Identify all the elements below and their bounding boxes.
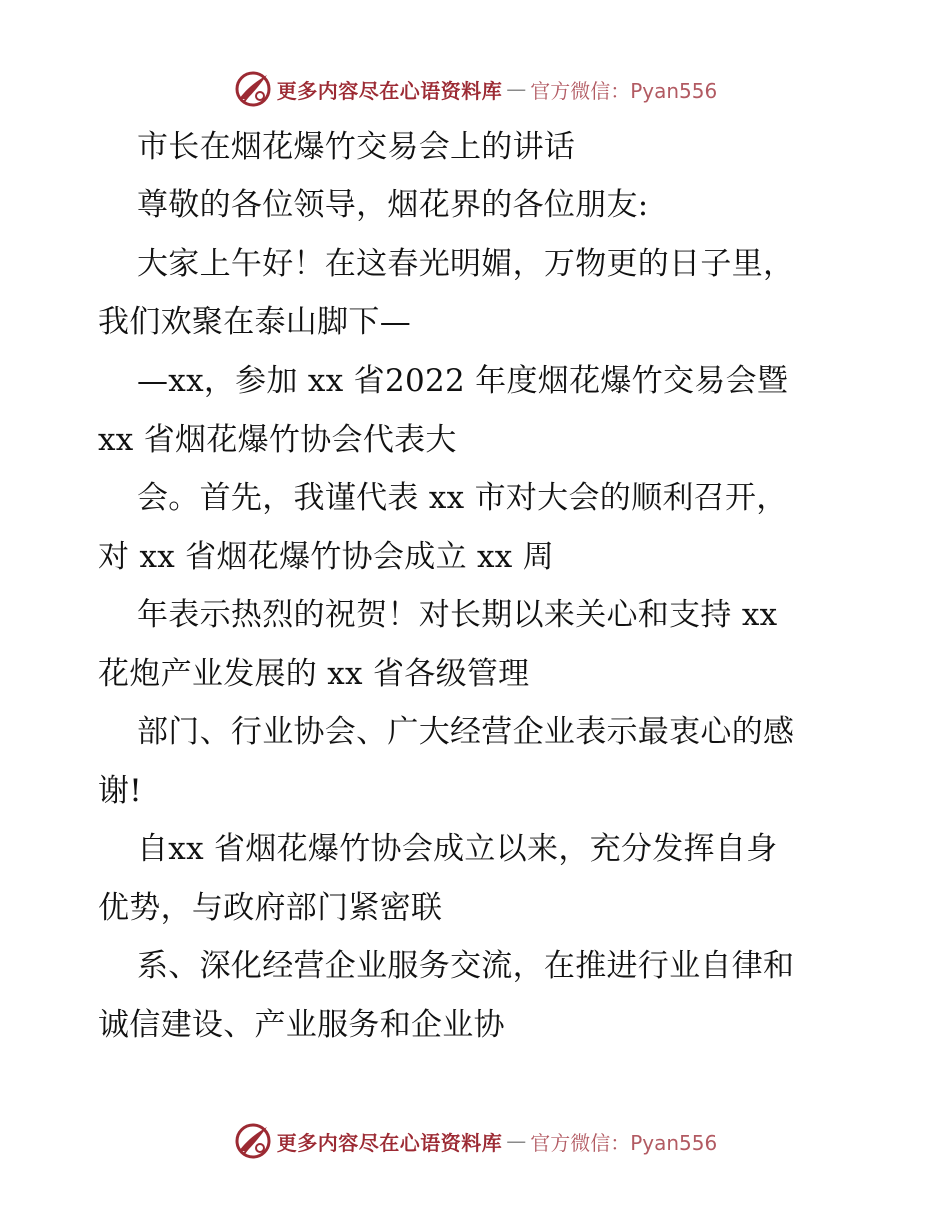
footer-banner-inner <box>233 1121 718 1161</box>
footer-wechat-text: 官方微信：Pyan556 <box>530 1130 718 1155</box>
paragraph-line: 系、深化经营企业服务交流，在推进行业自律和 <box>137 948 795 984</box>
paragraph-line: 大家上午好！在这春光明媚，万物更的日子里， <box>137 246 795 282</box>
quill-logo-icon <box>233 1121 273 1161</box>
footer-site-text: 更多内容尽在心语资料库 <box>276 1130 503 1155</box>
paragraph-line: —xx，参加 xx 省2022 年度烟花爆竹交易会暨 <box>137 363 789 399</box>
paragraph-line: 年表示热烈的祝贺！对长期以来关心和支持 xx <box>137 597 778 633</box>
footer-banner <box>0 1119 950 1163</box>
paragraph-line: 诚信建设、产业服务和企业协 <box>98 1007 505 1043</box>
paragraph-line: 部门、行业协会、广大经营企业表示最衷心的感 <box>137 714 795 750</box>
footer-dash: — <box>506 1129 527 1153</box>
paragraph-line: 花炮产业发展的 xx 省各级管理 <box>98 656 530 692</box>
paragraph-line: 对 xx 省烟花爆竹协会成立 xx 周 <box>98 539 555 575</box>
paragraph-line: 自xx 省烟花爆竹协会成立以来，充分发挥自身 <box>137 831 778 867</box>
paragraph-line: 我们欢聚在泰山脚下— <box>98 304 411 340</box>
document-title: 市长在烟花爆竹交易会上的讲话 <box>137 129 576 165</box>
paragraph-line: 谢! <box>98 773 143 809</box>
paragraph-line: 尊敬的各位领导，烟花界的各位朋友: <box>137 187 649 223</box>
paragraph-line: 会。首先，我谨代表 xx 市对大会的顺利召开， <box>137 480 788 516</box>
paragraph-line: 优势，与政府部门紧密联 <box>98 890 443 926</box>
header-site-text: 更多内容尽在心语资料库 <box>276 78 503 103</box>
paragraph-line: xx 省烟花爆竹协会代表大 <box>98 422 457 458</box>
header-dash: — <box>506 77 527 101</box>
header-wechat-text: 官方微信：Pyan556 <box>530 78 718 103</box>
